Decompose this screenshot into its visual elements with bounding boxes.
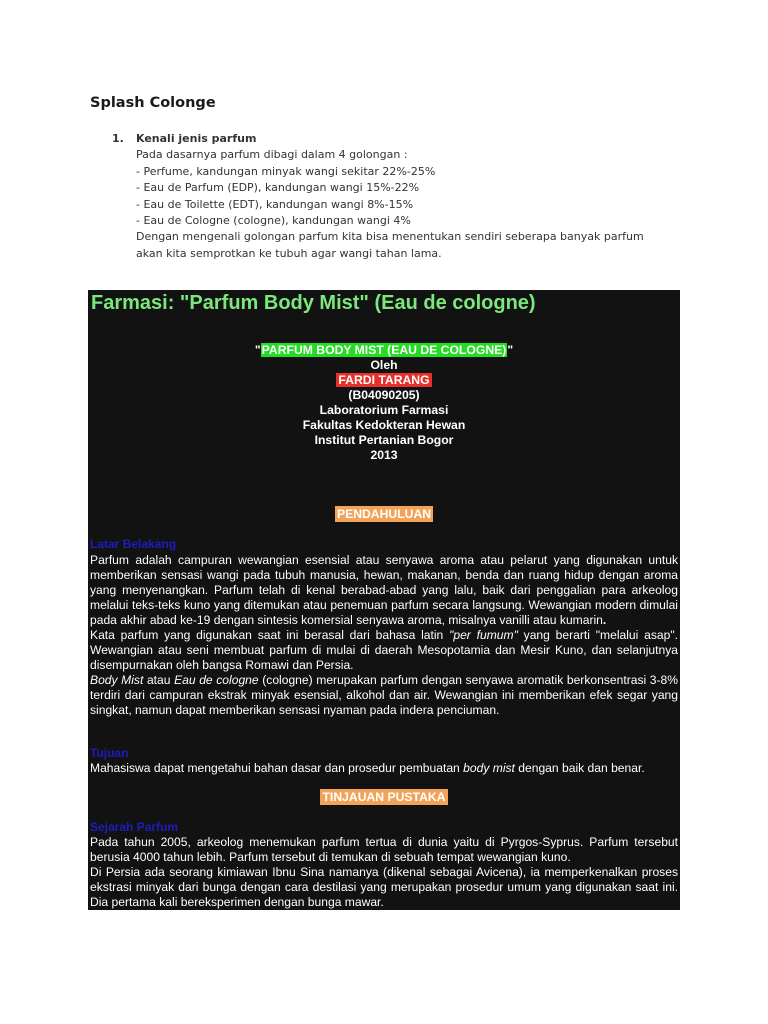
paragraph: Kata parfum yang digunakan saat ini berasal dari bahasa latin "per fumum" yang berarti "melalui asap". Wewangian atau seni membuat parfum di mulai di daerah Mesopotamia dan Mesir Kuno, dan selanjutnya disempurnakan oleh bangsa Romawi dan Persia.	[90, 628, 678, 672]
page-title: Splash Colonge	[90, 95, 216, 111]
intro-line: - Eau de Cologne (cologne), kandungan wangi 4%	[136, 214, 411, 228]
subheading-latar-belakang: Latar Belakang	[90, 537, 177, 551]
paragraph: Mahasiswa dapat mengetahui bahan dasar dan prosedur pembuatan body mist dengan baik dan benar.	[90, 761, 645, 775]
intro-list-item	[112, 131, 672, 262]
intro-line: - Perfume, kandungan minyak wangi sekitar 22%-25%	[136, 164, 436, 178]
intro-line: - Eau de Parfum (EDP), kandungan wangi 15%-22%	[136, 181, 420, 195]
cover-doc-title-line	[88, 343, 680, 358]
tujuan-text	[90, 761, 678, 776]
section-heading-pendahuluan: PENDAHULUAN	[336, 507, 432, 521]
quote-mark: "	[507, 343, 514, 357]
cover-year: 2013	[370, 448, 398, 462]
cover-faculty: Fakultas Kedokteran Hewan	[302, 418, 466, 432]
quote-mark: "	[254, 343, 261, 357]
cover-author: FARDI TARANG	[338, 373, 430, 387]
intro-line: Dengan mengenali golongan parfum kita bisa menentukan sendiri seberapa banyak parfum akan kita semprotkan ke tubuh agar wangi tahan lama.	[136, 230, 644, 260]
paragraph: Pada tahun 2005, arkeolog menemukan parfum tertua di dunia yaitu di Pyrgos-Syprus. Parfum tersebut berusia 4000 tahun lebih. Parfum tersebut di temukan di sebuah tempat wewangian kuno.	[90, 835, 678, 864]
paragraph: Body Mist atau Eau de cologne (cologne) merupakan parfum dengan senyawa aromatik berkonsentrasi 3-8% terdiri dari campuran ekstrak minyak esensial, alkohol dan air. Wewangian ini memberikan efek segar yang singkat, namun dapat memberikan sensasi nyaman pada indera penciuman.	[90, 673, 679, 717]
cover-by: Oleh	[370, 358, 398, 372]
latar-belakang-text	[90, 553, 678, 718]
subheading-tujuan: Tujuan	[90, 746, 129, 760]
cover-lab: Laboratorium Farmasi	[319, 403, 449, 417]
embedded-article	[88, 290, 680, 910]
paragraph: Di Persia ada seorang kimiawan Ibnu Sina namanya (dikenal sebagai Avicena), ia memperkenalkan proses ekstrasi minyak dari bunga dengan cara destilasi yang merupakan prosedur umum yang digunakan saat ini. Dia pertama kali bereksperimen dengan bunga mawar.	[90, 865, 678, 909]
article-title: Farmasi: "Parfum Body Mist" (Eau de cologne)	[91, 292, 536, 314]
section-heading-tinjauan-pustaka: TINJAUAN PUSTAKA	[322, 790, 446, 804]
intro-line: Pada dasarnya parfum dibagi dalam 4 golongan :	[136, 148, 408, 162]
cover-institute: Institut Pertanian Bogor	[314, 433, 454, 447]
intro-line: - Eau de Toilette (EDT), kandungan wangi 8%-15%	[136, 197, 414, 211]
cover-block	[88, 343, 680, 463]
paragraph: Parfum adalah campuran wewangian esensial atau senyawa aroma atau pelarut yang digunakan untuk memberikan sensasi wangi pada tubuh manusia, hewan, makanan, benda dan ruang hidup dengan aroma yang menyenangkan. Parfum telah di kenal berabad-abad yang lalu, baik dari penggalian para arkeolog melalui teks-teks kuno yang ditemukan atau penemuan parfum secara langsung. Wewangian modern dimulai pada akhir abad ke-19 dengan sintesis komersial senyawa aroma, misalnya vanilli atau kumarin.	[90, 553, 678, 627]
sejarah-text	[90, 835, 678, 910]
cover-nim: (B04090205)	[348, 388, 420, 402]
intro-heading: Kenali jenis parfum	[136, 132, 257, 145]
subheading-sejarah-parfum: Sejarah Parfum	[90, 820, 179, 834]
cover-doc-title: PARFUM BODY MIST (EAU DE COLOGNE)	[261, 343, 507, 357]
list-number: 1.	[112, 132, 124, 145]
